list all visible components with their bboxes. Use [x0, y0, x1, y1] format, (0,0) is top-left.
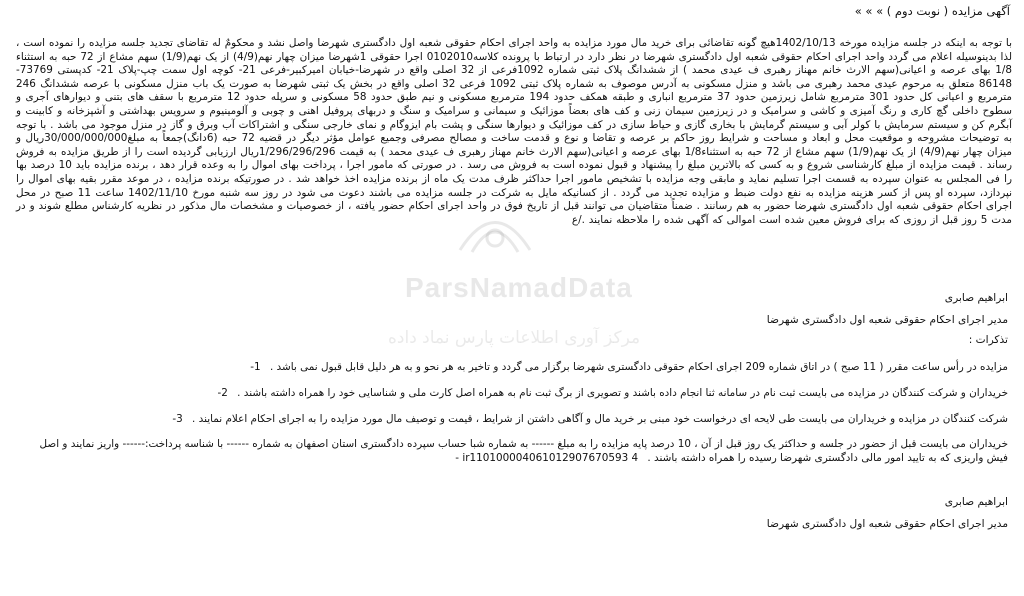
signer-role-2: مدیر اجرای احکام حقوقی شعبه اول دادگستری شهرضا	[766, 518, 1008, 531]
note-item	[6, 413, 1018, 427]
note-number: 2-	[217, 386, 228, 399]
watermark-subtitle: مرکز آوری اطلاعات پارس نماد داده	[388, 328, 641, 348]
note-text: مزایده در رأس ساعت مقرر ( 11 صبح ) در اتاق شماره 209 اجرای احکام حقوقی دادگستری شهرضا برگزار می گردد و تاخیر به هر نحو و به هر دلیل قابل قبول نمی باشد .	[269, 361, 1008, 374]
notice-body: با توجه به اینکه در جلسه مزایده مورخه 1402/10/13هیچ گونه تقاضائی برای خرید مال مورد مزایده به واحد اجرای احکام حقوقی شعبه اول دادگستری شهرضا واصل نشد و محکومٌ له تقاضای تجدید جلسه مزایده را نموده است ، لذا بدینوسیله اعلام می گردد واحد اجرای احکام حقوقی شعبه اول دادگستری شهرضا در نظر دارد در ارتباط با پرونده کلاسه0102010 اجرا حقوقی 1شهرضا میزان چهار نهم(4/9) از یک نهم(1/9) سهم مشاع از 72 حبه به استثناء 1/8 بهای عرصه و اعیانی(سهم الارث خانم مهناز رهبری ف عیدی محمد ) از ششدانگ پلاک ثبتی شماره 1092فرعی از 32 اصلی واقع در شهرضا-خیابان امیرکبیر-فرعی 21- کوچه اول سمت چپ-پلاک 21- کدپستی 73769- 86148 متعلق به مرحوم عیدی محمد رهبری می باشد و منزل مسکونی به آدرس موصوف به شماره پلاک ثبتی 1092 فرعی 32 اصلی واقع در بخش یک ثبتی شهرضا به صورت یک باب منزل مسکونی با عرصه ششدانگ 246 مترمربع و اعیانی کل حدود 301 مترمربع شامل زیرزمین حدود 37 مترمربع انباری و طبقه همکف حدود 194 مترمربع مسکونی و نیم طبق حدود 58 مسکونی و سرپله حدود 12 مترمربع با سقف های بتنی و دیوارهای آجری و سطوح داخلی گچ کاری و رنگ آمیزی و کاشی و سرامیک و در زیرزمین سیمان زنی و کف های بعضاً موزائیک و سیمانی و سرامیک و سنگ و دربهای پروفیل اهنی و چوبی و آلومینیوم و سرویس بهداشتی و آشپزخانه و کابینت و آبگرم کن و سیستم سرمایش با کولر آبی و سیستم گرمایش با بخاری گازی و حیاط سازی در کف موزائیک و دیوارها سنگی و پشت بام ایزوگام و نمای خارجی سنگی و اشتراکات آب وبرق و گاز در منزل موجود می باشد . با توجه به توضیحات مشروحه و موقعیت محل و ابعاد و مساحت و شرایط روز حاکم بر عرصه و تقاضا و نوع و قدمت ساخت و مصالح مصرفی وجمیع عوامل مؤثر دیگر در قضیه 72 حبه (6دانگ)جمعاً به مبلغ30/000/000/000ریال و میزان چهار نهم(4/9) از یک نهم(1/9) سهم مشاع از 72 حبه به استثناء1/8 بهای عرصه و اعیانی(سهم الارث خانم مهناز رهبری ف عیدی محمد ) به قیمت 1/296/296/296ریال ارزیابی گردیده است را از طریق مزایده به فروش رساند . قیمت مزایده از مبلغ کارشناسی شروع و به کسی که بالاترین مبلغ را پیشنهاد و قبول نموده است به فروش می رسد . در صورتی که مامور اجرا ، پرداخت بهای اموال را به وعده قرار دهد ، برنده مزایده باید 10 درصد بها را فی المجلس به عنوان سپرده به قسمت اجرا تسلیم نماید و مابقی وجه مزایده با تشخیص مامور اجرا حداکثر ظرف مدت یک ماه از برنده مزایده اخذ خواهد شد . در صورتیکه برنده مزایده ، در موعد مقرر بقیه بهای اموال را نپردازد، سپرده او پس از کسر هزینه مزایده به نفع دولت ضبط و مزایده تجدید می گردد . از کسانیکه مایل به شرکت در جلسه مزایده می باشند دعوت می شود در روز سه شنبه مورخ 1402/11/10 ساعت 11 صبح در محل اجرای احکام حقوقی شعبه اول دادگستری شهرضا حضور به هم رسانند . ضمناً متقاضیان می توانند قبل از تاریخ فوق در واحد اجرای احکام حضور یافته ، از خصوصیات و مشخصات مال مذکور در نظریه کارشناس مطلع شوند و در مدت 5 روز قبل از روزی که برای فروش معین شده است اموالی که آگهی شده را ملاحظه نمایند ./ع	[16, 37, 1013, 226]
auction-notice	[6, 2, 1018, 594]
note-item	[6, 438, 1018, 465]
signer-role: مدیر اجرای احکام حقوقی شعبه اول دادگستری شهرضا	[766, 314, 1008, 327]
signer-name-2: ابراهیم صابری	[944, 496, 1008, 509]
notes-title: تذکرات :	[968, 334, 1008, 347]
note-item	[6, 387, 1018, 401]
note-text: شرکت کنندگان در مزایده و خریداران می بایست طی لایحه ای درخواست خود مبنی بر خرید مال و آگاهی داشتن از شرایط ، قیمت و توصیف مال مورد مزایده را به اجرای احکام اعلام نمایند .	[192, 412, 1008, 425]
note-text: خریداران می بایست قبل از حضور در جلسه و حداکثر یک روز قبل از آن ، 10 درصد پایه مزایده را به مبلغ ------ به شماره شبا حساب سپرده دادگستری استان اصفهان به شماره ------ با شناسه پرداخت:------ واریز نمایند و اصل فیش واریزی که به تایید امور مالی دادگستری شهرضا رسیده را همراه داشته باشند . ir110100004061012907670593	[39, 438, 1008, 464]
notice-title: آگهی مزایده ( نوبت دوم ) » » »	[854, 4, 1010, 18]
note-text: خریداران و شرکت کنندگان در مزایده می بایست ثبت نام در سامانه ثنا انجام داده باشند و تصویری از برگ ثبت نام به همراه اصل کارت ملی و شناسایی خود را همراه داشته باشند .	[237, 386, 1008, 399]
signer-name: ابراهیم صابری	[944, 292, 1008, 305]
note-number: 4 -	[455, 451, 639, 464]
note-item	[6, 361, 1018, 375]
note-number: 1-	[250, 361, 261, 374]
note-number: 3-	[172, 412, 183, 425]
watermark-brand: ParsNamadData	[405, 272, 633, 303]
